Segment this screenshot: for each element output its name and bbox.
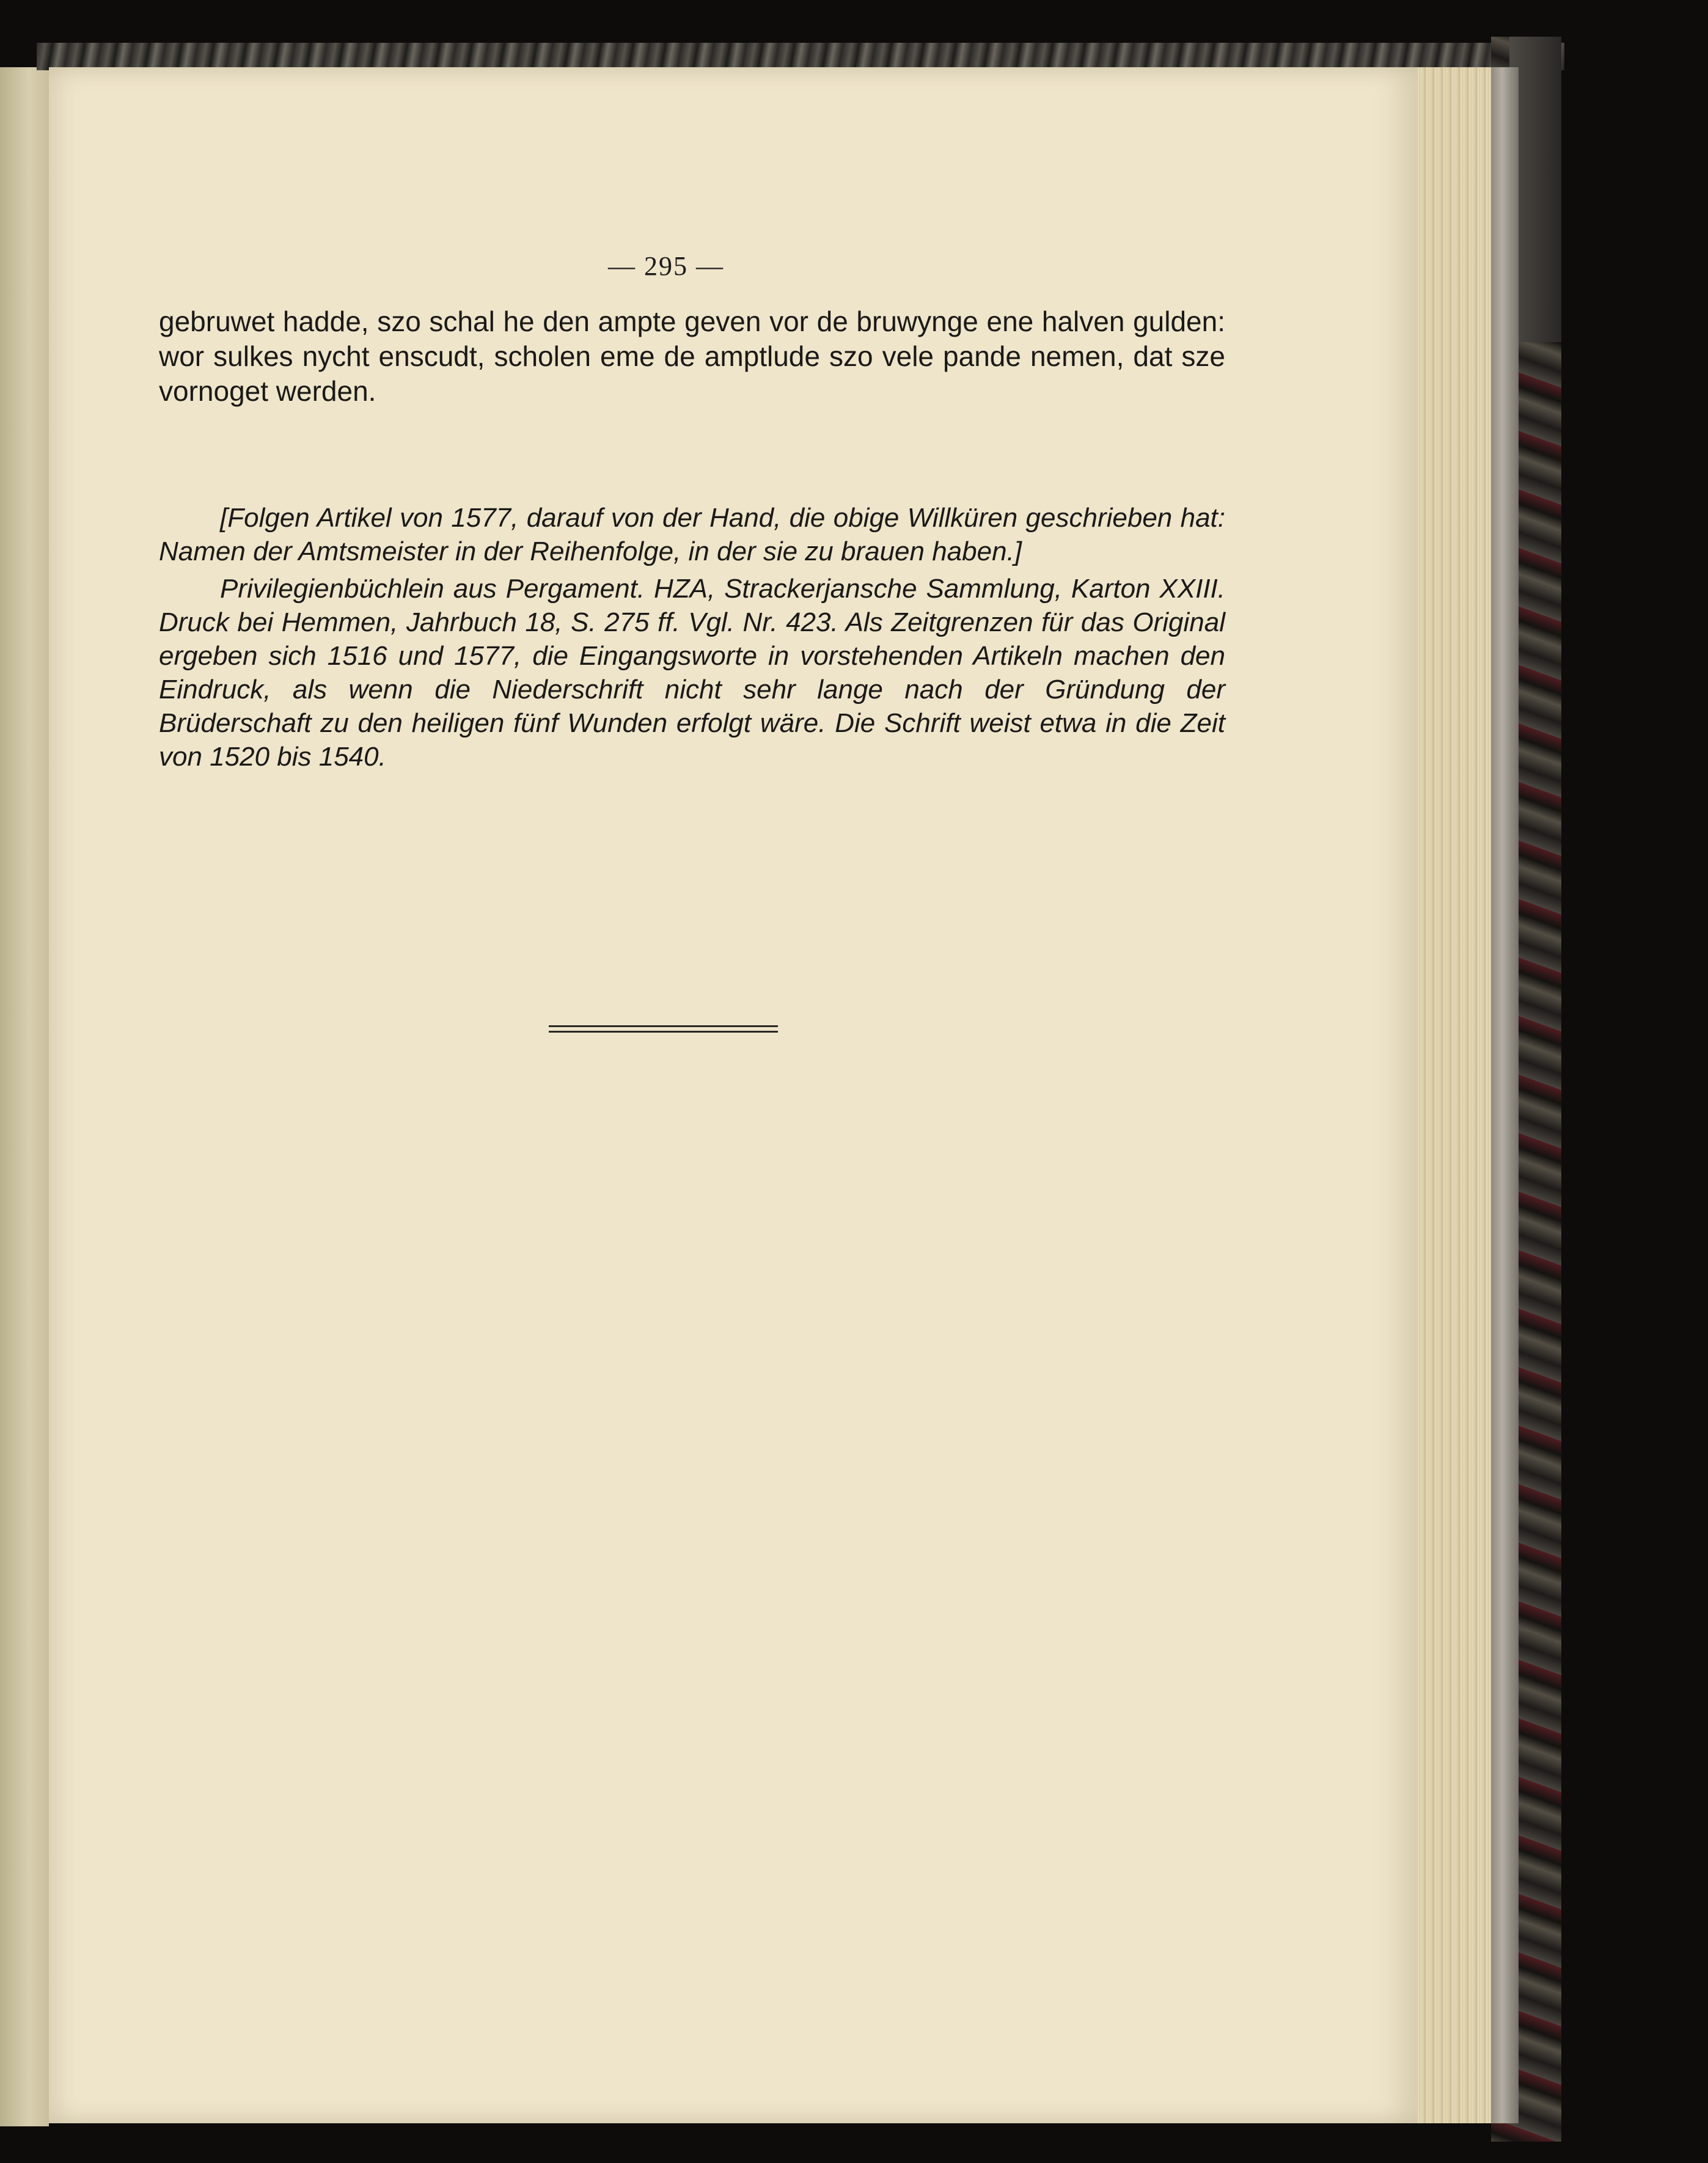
page-edges-stack (1412, 67, 1497, 2123)
marbled-cover-top-edge (37, 43, 1564, 70)
continuation-paragraph (159, 304, 1225, 409)
continuation-text: gebruwet hadde, szo schal he den ampte geven vor de bruwynge ene halven gulden: wor sulkes nycht enscudt, scholen eme de amptlude szo vele pande nemen, dat sze vornoget werden. (159, 306, 1225, 407)
editorial-note-bracketed: [Folgen Artikel von 1577, darauf von der Hand, die obige Willküren geschrieben hat: Namen der Amtsmeister in der Reihenfolge, in der sie zu brauen haben.] (159, 503, 1225, 566)
book-page (49, 67, 1418, 2123)
section-end-double-rule (549, 1025, 778, 1033)
editorial-note-source: Privilegienbüchlein aus Pergament. HZA, Strackerjansche Sammlung, Karton XXIII. Druck bei Hemmen, Jahrbuch 18, S. 275 ff. Vgl. Nr. 423. Als Zeitgrenzen für das Original ergeben sich 1516 und 1577, die Eingangsworte in vorstehenden Artikeln machen den Eindruck, als wenn die Niederschrift nicht sehr lange nach der Gründung der Brüderschaft zu den heiligen fünf Wunden erfolgt wäre. Die Schrift weist etwa in die Zeit von 1520 bis 1540. (159, 574, 1225, 772)
page-number: — 295 — (608, 251, 724, 281)
previous-page-edge (0, 67, 49, 2126)
page-edges-shadow (1491, 67, 1519, 2123)
editorial-notes (159, 501, 1225, 774)
